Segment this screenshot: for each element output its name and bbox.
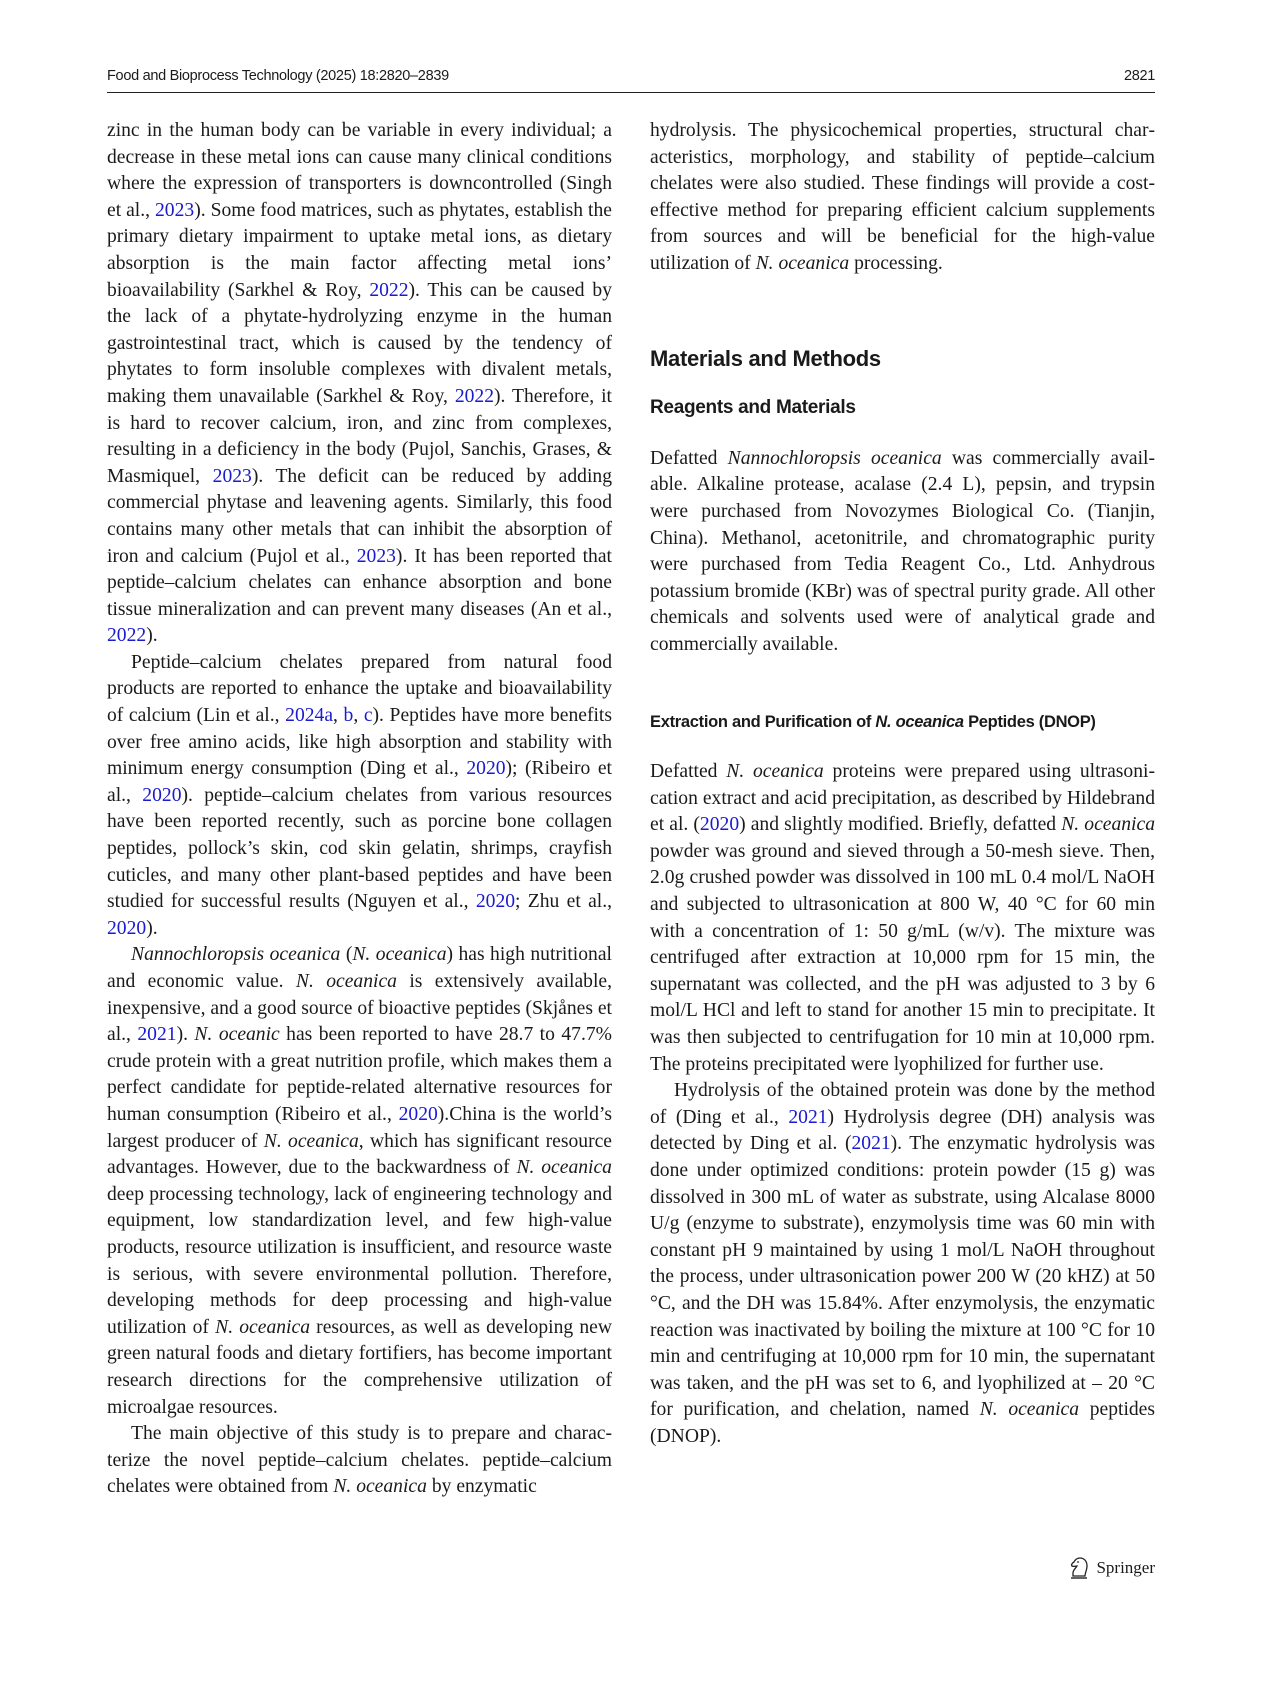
text: ) Hydrolysis degree (DH) analysis was detected by Ding et al. ( xyxy=(650,1106,1155,1155)
text: , which has significant resource advantages. However, due to the backwardness of xyxy=(107,1130,612,1179)
species-name: N. oceanica xyxy=(726,761,824,783)
citation-link[interactable]: 2020 xyxy=(398,1103,438,1125)
text: , xyxy=(333,705,344,727)
citation-link[interactable]: 2022 xyxy=(369,279,409,301)
text: powder was ground and sieved through a 50-mesh sieve. Then, 2.0g crushed powder was dissolved in 100 mL 0.4 mol/L NaOH and subjected to ultrasonication at 800 W, 40 °C for 60 min with a concentration of 1: 50 g/mL (w/v). The mixture was centrifuged after extraction at 10,000 rpm for 15 min, the supernatant was collected, and the pH was adjusted to 3 by 6 mol/L HCl and left to stand for another 15 min to precipitate. It was then subjected to centrifugation for 10 min at 10,000 rpm. The proteins precipitated were lyophilized for further use. xyxy=(650,840,1155,1075)
subsection-heading-extraction xyxy=(650,709,1155,736)
text: resources, as well as developing new green natural foods and dietary fortifiers, has become important research directions for the comprehensive utilization of microalgae resources. xyxy=(107,1316,613,1418)
text: ). The enzymatic hydrolysis was done under optimized conditions: protein powder (15 g) was dissolved in 300 mL of water as substrate, using Alcalase 8000 U/g (enzyme to substrate), enzymolysis time was 60 min with constant pH 9 maintained by using 1 mol/L NaOH throughout the process, under ultrasonication power 200 W (20 kHZ) at 50 °C, and the DH was 15.84%. After enzymolysis, the enzymatic reaction was inactivated by boiling the mixture at 100 °C for 10 min and centrifuging at 10,000 rpm for 10 min, the supernatant was taken, and the pH was set to 6, and lyophilized at – 20 °C for purification, and chelation, named xyxy=(650,1133,1155,1421)
text: peptides (DNOP). xyxy=(650,1399,1156,1447)
text: ). Therefore, it is hard to recover calcium, iron, and zinc from complexes, resulting in a deficiency in the body (Pujol, Sanchis, Grases, & Masmiquel, xyxy=(107,385,612,487)
text: hydrolysis. The physicochemical properties, structural characteristics, morphology, and stability of peptide–calcium chelates were also studied. These findings will provide a cost-effective method for preparing efficient calcium supplements from sources and will be beneficial for the high-value utilization of xyxy=(650,120,1155,274)
species-name: N. oceanica xyxy=(263,1130,359,1152)
publisher-name: Springer xyxy=(1096,1558,1155,1577)
text: was commercially available. Alkaline protease, acalase (2.4 L), pepsin, and trypsin were purchased from Novozymes Biological Co. (Tianjin, China). Methanol, acetonitrile, and chromatographic purity were purchased from Tedia Reagent Co., Ltd. Anhydrous potassium bromide (KBr) was of spectral purity grade. All other chemicals and solvents used were of analytical grade and commercially available. xyxy=(650,447,1156,655)
species-name: N. oceanica xyxy=(333,1476,427,1498)
publisher-footer xyxy=(1068,1556,1155,1580)
text: ) has high nutritional and economic value. xyxy=(107,944,612,992)
species-name: N. oceanic xyxy=(194,1024,280,1046)
text: ). Some food matrices, such as phytates, establish the primary dietary impairment to uptake metal ions, as dietary absorption is the main factor affecting metal ions’ bioavailability (Sarkhel & Roy, xyxy=(107,199,612,301)
species-name: N. oceanica xyxy=(516,1157,612,1179)
citation-link[interactable]: c xyxy=(363,705,373,727)
paragraph-n-oceanica-value xyxy=(107,942,612,1421)
citation-link[interactable]: 2020 xyxy=(466,758,506,780)
text: Defatted xyxy=(650,447,728,469)
paragraph-hydrolysis xyxy=(650,1078,1155,1450)
text: , xyxy=(353,705,364,727)
text: ) and slightly modified. Briefly, defatted xyxy=(739,814,1062,836)
text: ; Zhu et al., xyxy=(515,891,613,913)
text: ). peptide–calcium chelates from various resources have been reported recently, such as porcine bone collagen peptides, pollock’s skin, cod skin gelatin, shrimps, crayfish cuticles, and many other plant-based peptides and have been studied for successful results (Nguyen et al., xyxy=(107,784,612,913)
citation-link[interactable]: 2021 xyxy=(788,1106,828,1128)
paragraph-peptide-calcium-chelates xyxy=(107,650,612,943)
text: ). xyxy=(176,1024,195,1046)
species-name: N. oceanica xyxy=(1061,814,1155,836)
paragraph-main-objective xyxy=(107,1421,612,1501)
text: ). The deficit can be reduced by adding commercial phytase and leavening agents. Similarly, this food contains many other metals that can inhibit the absorption of iron and calcium (Pujol et al., xyxy=(107,465,612,567)
springer-knight-icon xyxy=(1068,1556,1090,1580)
citation-link[interactable]: 2020 xyxy=(142,784,182,806)
paragraph-extraction xyxy=(650,759,1155,1078)
text: deep processing technology, lack of engineering technology and equipment, low standardization level, and few high-value products, resource utilization is insufficient, and resource waste is serious, with severe environmental pollution. Therefore, developing methods for deep processing and high-value utilization of xyxy=(107,1183,612,1338)
text: Peptide–calcium chelates prepared from natural food products are reported to enhance the uptake and bioavailability of calcium (Lin et al., xyxy=(107,651,612,727)
journal-citation: Food and Bioprocess Technology (2025) 18:2820–2839 xyxy=(107,68,449,84)
text: ). xyxy=(146,917,158,939)
text: ).China is the world’s largest producer of xyxy=(107,1103,612,1152)
citation-link[interactable]: 2023 xyxy=(212,465,252,487)
species-name: N. oceanica xyxy=(352,944,447,966)
citation-link[interactable]: 2020 xyxy=(107,917,147,939)
citation-link[interactable]: b xyxy=(343,705,354,727)
citation-link[interactable]: 2022 xyxy=(107,625,147,647)
species-name: Nannochloropsis oceanica xyxy=(131,944,341,966)
citation-link[interactable]: 2024a xyxy=(285,705,334,727)
page-number: 2821 xyxy=(1123,68,1155,84)
text: Hydrolysis of the obtained protein was done by the method of (Ding et al., xyxy=(650,1080,1155,1128)
species-name: N. oceanica xyxy=(755,252,850,274)
text: ). It has been reported that peptide–calcium chelates can enhance absorption and bone tissue mineralization and can prevent many diseases (An et al., xyxy=(107,545,612,620)
right-column xyxy=(650,118,1155,1451)
paragraph-reagents xyxy=(650,446,1155,659)
citation-link[interactable]: 2020 xyxy=(699,814,740,836)
text: ). Peptides have more benefits over free amino acids, like high absorption and stability with minimum energy consumption (Ding et al., xyxy=(107,705,613,780)
paragraph-intro-metal-ions xyxy=(107,118,612,650)
text: Extraction and Purification of xyxy=(650,712,876,731)
text: zinc in the human body can be variable in every individual; a decrease in these metal ions can cause many clinical conditions where the expression of transporters is downcontrolled (Singh et al., xyxy=(107,120,612,221)
species-name: N. oceanica xyxy=(295,971,397,992)
text: Defatted xyxy=(650,761,727,783)
citation-link[interactable]: 2021 xyxy=(851,1133,891,1155)
text: ( xyxy=(340,944,353,966)
species-name: N. oceanica xyxy=(215,1316,310,1338)
running-header xyxy=(107,66,1155,93)
species-name: N. oceanica xyxy=(875,712,964,731)
text: Peptides (DNOP) xyxy=(963,712,1096,731)
text: by enzymatic xyxy=(426,1476,537,1498)
citation-link[interactable]: 2021 xyxy=(137,1024,177,1046)
text: is extensively available, inexpensive, and a good source of bioactive peptides (Skjånes et al., xyxy=(107,971,612,1046)
species-name: N. oceanica xyxy=(979,1399,1080,1421)
text: ). xyxy=(146,625,158,647)
citation-link[interactable]: 2023 xyxy=(155,199,195,221)
paragraph-objective-continued xyxy=(650,118,1155,278)
citation-link[interactable]: 2023 xyxy=(356,545,396,567)
citation-link[interactable]: 2022 xyxy=(454,385,495,407)
left-column xyxy=(107,118,612,1501)
text: ). This can be caused by the lack of a phytate-hydrolyzing enzyme in the human gastrointestinal tract, which is caused by the tendency of phytates to form insoluble complexes with divalent metals, making them unavailable (Sarkhel & Roy, xyxy=(107,279,613,407)
citation-link[interactable]: 2020 xyxy=(475,891,516,913)
text: processing. xyxy=(849,252,943,274)
text: has been reported to have 28.7 to 47.7% crude protein with a great nutrition profile, which makes them a perfect candidate for peptide-related alternative resources for human consumption (Ribeiro et al., xyxy=(107,1024,612,1125)
species-name: Nannochloropsis oceanica xyxy=(727,447,942,469)
subsection-heading-reagents: Reagents and Materials xyxy=(650,397,856,419)
text: ); (Ribeiro et al., xyxy=(107,758,612,806)
text: The main objective of this study is to prepare and characterize the novel peptide–calcium chelates. peptide–calcium chelates were obtained from xyxy=(107,1423,612,1498)
section-heading-materials-methods: Materials and Methods xyxy=(650,345,881,371)
text: proteins were prepared using ultrasonication extract and acid precipitation, as described by Hildebrand et al. ( xyxy=(650,761,1155,836)
